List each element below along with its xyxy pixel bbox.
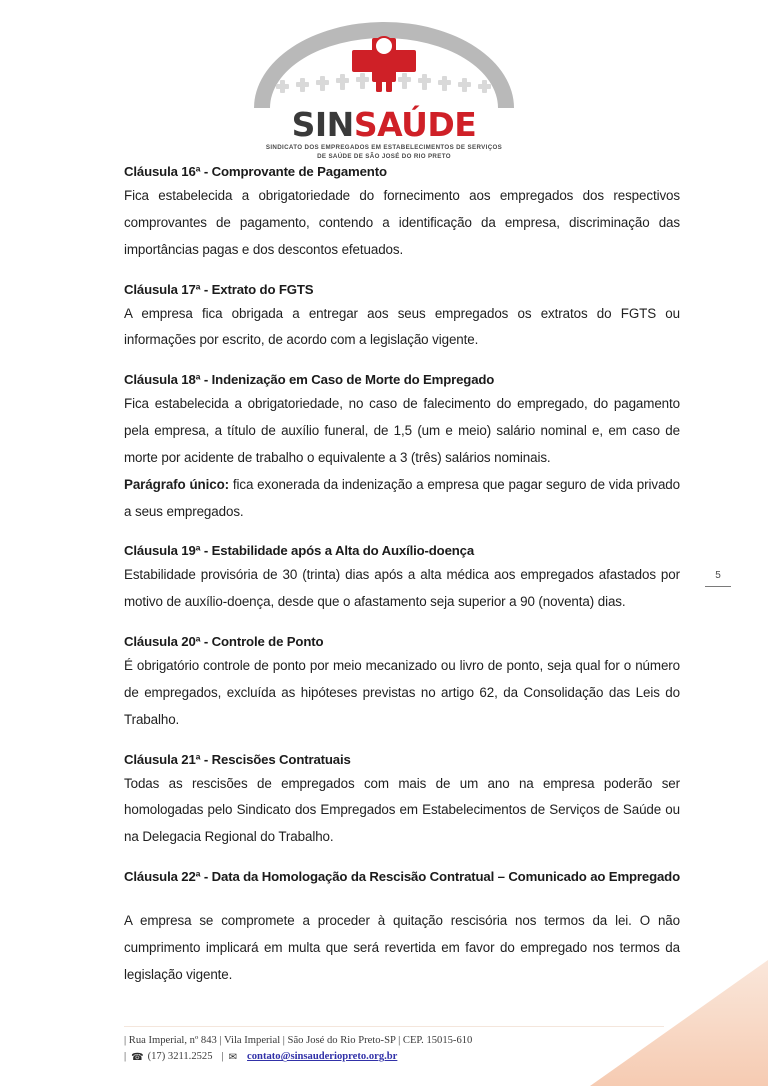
clause-18-body: Fica estabelecida a obrigatoriedade, no caso de falecimento do empregado, do pagamento pela empresa, a título de auxílio funeral, de 1,5 (um e meio) salário nominal e, em caso de morte por acidente de trabalho o equivalente a 3 (três) salários nominais.: [124, 396, 680, 465]
clause-19-title: Cláusula 19ª - Estabilidade após a Alta do Auxílio-doença: [124, 543, 475, 559]
logo-subtitle-line-1: SINDICATO DOS EMPREGADOS EM ESTABELECIMENTOS DE SERVIÇOS: [265, 144, 503, 151]
logo-subtitle-line-2: DE SAÚDE DE SÃO JOSÉ DO RIO PRETO: [317, 152, 451, 160]
document-content: [124, 162, 680, 989]
clause-19: [124, 541, 680, 616]
footer-separator: [124, 1026, 664, 1027]
footer-address-line: [124, 1033, 684, 1049]
document-footer: [124, 1033, 684, 1066]
footer-pipe-2: |: [221, 1051, 224, 1063]
clause-22-body: A empresa se compromete a proceder à quitação rescisória nos termos da lei. O não cumprimento implicará em multa que será revertida em favor do empregado nos termos da legislação vigente.: [124, 913, 680, 982]
clause-16-body: Fica estabelecida a obrigatoriedade do fornecimento aos empregados dos respectivos comprovantes de pagamento, contendo a identificação da empresa, discriminação das importâncias pagas e dos descontos efetuados.: [124, 188, 680, 257]
logo-word-saude: SAÚDE: [353, 105, 477, 144]
clause-17: [124, 280, 680, 355]
clause-17-title: Cláusula 17ª - Extrato do FGTS: [124, 281, 314, 297]
page-number: [696, 570, 740, 587]
clause-18-paragraph-text: fica exonerada da indenização a empresa que pagar seguro de vida privado a seus empregados.: [124, 476, 680, 519]
clause-20-title: Cláusula 20ª - Controle de Ponto: [124, 634, 324, 649]
clause-18: [124, 370, 680, 525]
header-logo: [0, 18, 768, 162]
footer-contact-line: [124, 1049, 684, 1065]
clause-22-title: Cláusula 22ª - Data da Homologação da Rescisão Contratual – Comunicado ao Empregado: [124, 869, 680, 884]
clause-16: [124, 162, 680, 264]
page-number-rule: [705, 586, 731, 587]
clause-21-title: Cláusula 21ª - Rescisões Contratuais: [124, 751, 351, 767]
footer-email-link[interactable]: contato@sinsauderiopreto.org.br: [247, 1051, 398, 1063]
page-number-value: 5: [715, 570, 721, 581]
clause-20: [124, 632, 680, 734]
clause-20-body: É obrigatório controle de ponto por meio mecanizado ou livro de ponto, seja qual for o número de empregados, excluída as hipóteses previstas no artigo 62, da Consolidação das Leis do Trabalho.: [124, 658, 680, 727]
phone-icon: ☎: [131, 1051, 144, 1063]
envelope-icon: ✉: [228, 1051, 238, 1063]
footer-address-text: | Rua Imperial, nº 843 | Vila Imperial | São José do Rio Preto-SP | CEP. 15015-610: [124, 1035, 473, 1046]
sinsaude-logo-mark: [248, 18, 520, 110]
footer-pipe-1: |: [124, 1051, 127, 1063]
clause-18-paragraph-lead: Parágrafo único:: [124, 476, 230, 492]
clause-21-body: Todas as rescisões de empregados com mais de um ano na empresa poderão ser homologadas pelo Sindicato dos Empregados em Estabelecimentos de Serviços de Saúde ou na Delegacia Regional do Trabalho.: [124, 775, 680, 845]
clause-17-body: A empresa fica obrigada a entregar aos seus empregados os extratos do FGTS ou informações por escrito, de acordo com a legislação vigente.: [124, 305, 680, 348]
clause-19-body: Estabilidade provisória de 30 (trinta) dias após a alta médica aos empregados afastados por motivo de auxílio-doença, desde que o afastamento seja superior a 90 (noventa) dias.: [124, 567, 680, 610]
clause-18-title: Cláusula 18ª - Indenização em Caso de Morte do Empregado: [124, 372, 495, 388]
logo-word-sin: SIN: [291, 105, 354, 144]
clause-18-paragraph: [124, 472, 680, 526]
clause-16-title: Cláusula 16ª - Comprovante de Pagamento: [124, 164, 387, 179]
clause-22: [124, 867, 680, 989]
logo-subtitle: [266, 144, 502, 162]
footer-phone-number: (17) 3211.2525: [147, 1051, 213, 1063]
clause-21: [124, 750, 680, 852]
logo-wordmark: [291, 105, 477, 144]
